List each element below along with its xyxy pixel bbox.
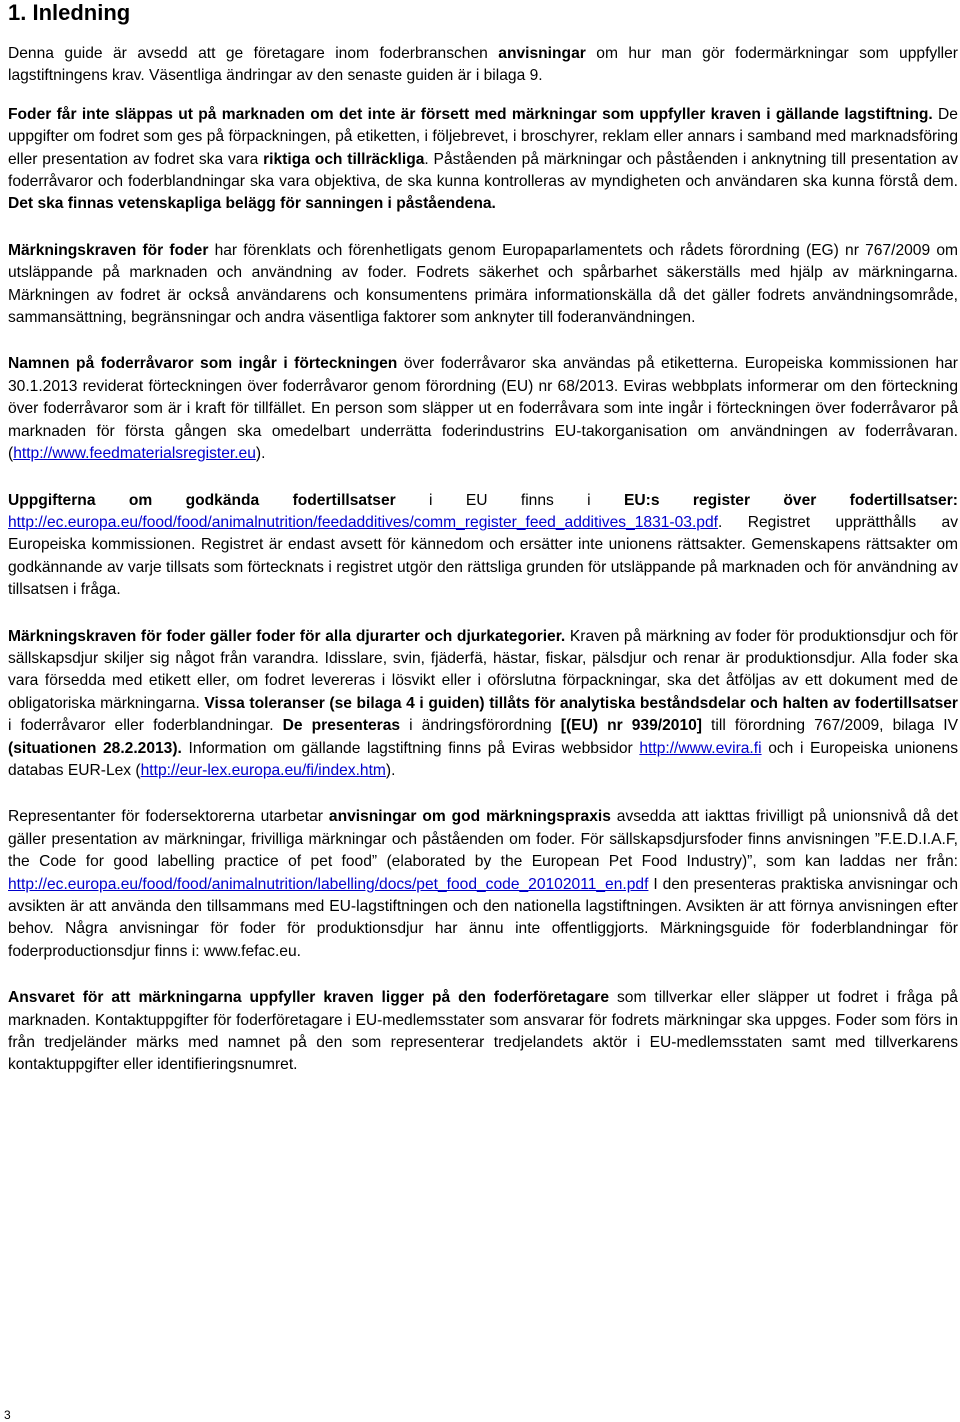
text-run: ). xyxy=(385,761,396,779)
document-page xyxy=(8,0,958,1077)
text-run: och i Europeiska unionens databas EUR-Lex ( xyxy=(8,739,958,779)
bold-text: De presenteras xyxy=(282,717,401,735)
text-run: i EU finns i xyxy=(395,491,624,509)
bold-text: riktiga och tillräckliga xyxy=(263,150,425,168)
text-run: Kraven på märkning av foder för produktionsdjur och för sällskapsdjur skiljer sig något från varandra. Idisslare, svin, fjäderfä, hästar, fiskar, pälsdjur och renar är produktionsdjur. Alla foder ska vara försedda med etikett eller, om fodret levereras i lösvikt eller i oförslutna förpackningar, ska det åtföljas av ett dokument med de obligatoriska märkningarna. xyxy=(8,627,958,712)
paragraph-good-labelling-practice xyxy=(8,806,958,963)
text-run: . Registret upprätthålls av Europeiska kommissionen. Registret är endast avsett för kännedom och ersätter inte unionens rättsakter. Gemenskapens rättsakter om godkännande av varje tillsats som förtecknats i registret utgör den rättsliga grunden för utsläppande på marknaden och för användning av tillsatsen i fråga. xyxy=(8,513,958,599)
text-run: som tillverkar eller släpper ut fodret i fråga på marknaden. Kontaktuppgifter för foderföretagare i EU-medlemsstater som ansvarar för fodrets märkningar ska uppges. Foder som förs in från tredjeländer märks med namnet på den som representerar tredjelandets aktör i EU-medlemsstaten samt med tillverkarens kontaktuppgifter eller identifieringsnumret. xyxy=(8,989,958,1074)
paragraph-intro xyxy=(8,43,958,88)
text-run: ). xyxy=(255,445,266,463)
bold-text: anvisningar xyxy=(498,45,586,62)
section-heading: 1. Inledning xyxy=(8,0,131,25)
paragraph-feed-additives xyxy=(8,490,958,602)
bold-text: Namnen på foderråvaror som ingår i förteckningen xyxy=(8,355,398,373)
bold-text: [(EU) nr 939/2010] xyxy=(560,717,702,735)
paragraph-labelling-requirements xyxy=(8,240,958,330)
bold-text: Märkningskraven för foder xyxy=(8,241,209,259)
hyperlink[interactable]: http://ec.europa.eu/food/food/animalnutrition/feedadditives/comm_register_feed_additives_1831-03.pdf xyxy=(8,513,718,531)
bold-text: Det ska finnas vetenskapliga belägg för sanningen i påståendena. xyxy=(8,195,496,213)
bold-text: Vissa toleranser (se bilaga 4 i guiden) tillåts för analytiska beståndsdelar och halten av fodertillsatser xyxy=(204,694,959,712)
text-run: Information om gällande lagstiftning finns på Eviras webbsidor xyxy=(181,739,640,757)
text-run: till förordning 767/2009, bilaga IV xyxy=(701,717,958,735)
text-run: I den presenteras praktiska anvisningar och avsikten är att använda den tillsammans med EU-lagstiftningen och den nationella lagstiftningen. Avsikten är att förnya anvisningen efter behov. Några anvisningar för foder för produktionsdjur har ännu inte offentliggjorts. Märkningsguide för foderblandningar för foderproductionsdjur finns i: www.fefac.eu. xyxy=(8,875,958,960)
page-number: 3 xyxy=(4,1408,11,1422)
bold-text: (situationen 28.2.2013). xyxy=(8,739,182,757)
bold-text: EU:s register över fodertillsatser: xyxy=(623,491,958,509)
bold-text: Uppgifterna om godkända fodertillsatser xyxy=(8,491,396,509)
hyperlink[interactable]: http://www.feedmaterialsregister.eu xyxy=(13,445,256,463)
text-run: om hur man gör fodermärkningar som uppfyller lagstiftningens krav. Väsentliga ändringar av den senaste guiden är i bilaga 9. xyxy=(8,45,959,85)
text-run: i ändringsförordning xyxy=(400,717,561,735)
hyperlink[interactable]: http://www.evira.fi xyxy=(639,739,762,757)
text-run: över foderråvaror ska användas på etiketterna. Europeiska kommissionen har 30.1.2013 reviderat förteckningen över foderråvaror genom förordning (EU) nr 68/2013. Eviras webbplats informerar om den förteckning över foderråvaror som är i kraft för tillfället. En person som släpper ut en foderråvara som inte ingår i förteckningen över foderråvaror på marknaden för första gången ska omedelbart underrätta foderindustrins EU-takorganisation om användningen av foderråvaran. ( xyxy=(8,355,958,463)
bold-text: Ansvaret för att märkningarna uppfyller kraven ligger på den foderföretagare xyxy=(8,989,610,1007)
text-run: i foderråvaror eller foderblandningar. xyxy=(8,717,283,735)
bold-text: Märkningskraven för foder gäller foder för alla djurarter och djurkategorier. xyxy=(8,627,566,645)
text-run: avsedda att iakttas frivilligt på unionsnivå då det gäller presentation av märkningar, frivilliga märkningar och påståenden om foder. För sällskapsdjursfoder finns anvisningen ”F.E.D.I.A.F, the Code for good labelling practice of pet food” (elaborated by the European Pet Food Industry)”, som kan laddas ner från: xyxy=(8,808,958,871)
paragraph-all-animal-species xyxy=(8,626,958,783)
text-run: Denna guide är avsedd att ge företagare inom foderbranschen xyxy=(8,45,499,62)
paragraph-market-requirements xyxy=(8,104,958,216)
paragraph-responsibility xyxy=(8,987,958,1077)
hyperlink[interactable]: http://eur-lex.europa.eu/fi/index.htm xyxy=(140,761,386,779)
text-run: . Påståenden på märkningar och påståenden i anknytning till presentation av foderråvaror och foderblandningar ska vara objektiva, de ska kunna kontrolleras av myndigheten och användaren ska kunna förstå dem. xyxy=(8,150,958,191)
bold-text: Foder får inte släppas ut på marknaden om det inte är försett med märkningar som uppfyller kraven i gällande lagstiftning. xyxy=(8,105,933,123)
hyperlink[interactable]: http://ec.europa.eu/food/food/animalnutrition/labelling/docs/pet_food_code_20102011_en.pdf xyxy=(8,875,649,893)
text-run: har förenklats och förenhetligats genom Europaparlamentets och rådets förordning (EG) nr 767/2009 om utsläppande på marknaden och användning av foder. Fodrets säkerhet och spårbarhet säkerställs med hjälp av märkningarna. Märkningen av fodret är också användarens och konsumentens primära informationskälla då det gäller fodrets användningsområde, sammansättning, begränsningar och andra väsentliga faktorer som anknyter till foderanvändningen. xyxy=(8,241,958,327)
bold-text: anvisningar om god märkningspraxis xyxy=(328,808,611,826)
text-run: De uppgifter om fodret som ges på förpackningen, på etiketten, i följebrevet, i broschyrer, reklam eller annars i samband med marknadsföring eller presentation av fodret ska vara xyxy=(8,105,958,168)
text-run: Representanter för fodersektorerna utarbetar xyxy=(8,808,329,826)
paragraph-feed-materials xyxy=(8,353,958,465)
